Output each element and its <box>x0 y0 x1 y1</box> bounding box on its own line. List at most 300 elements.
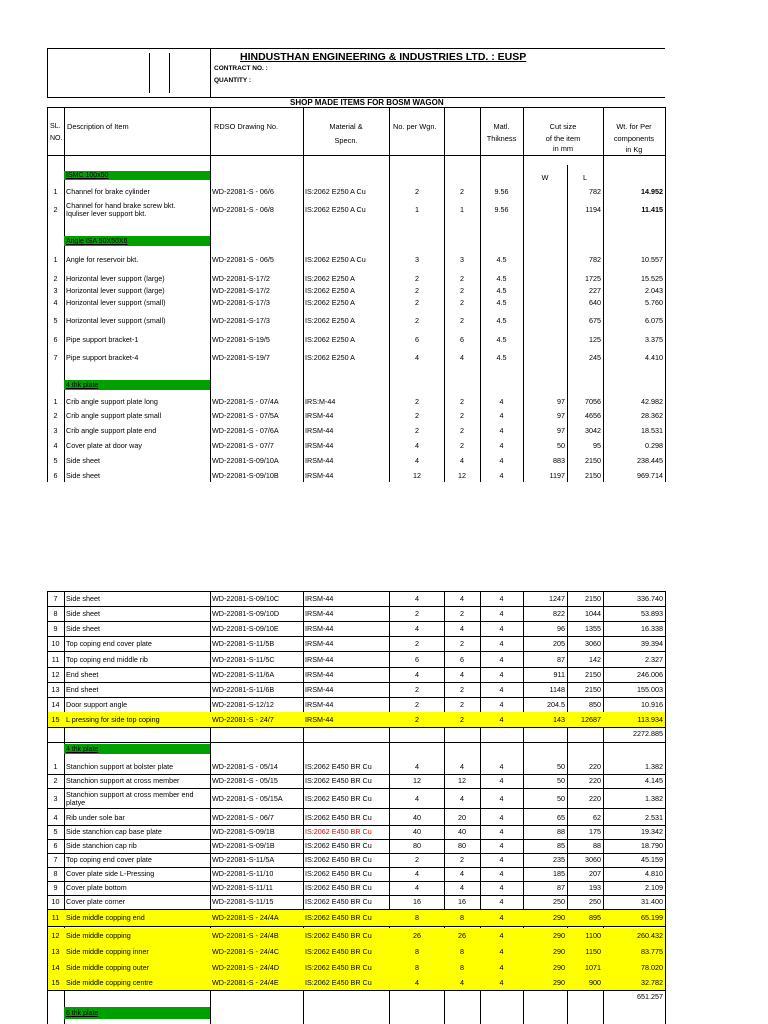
cell-n1: 16 <box>413 898 421 906</box>
cell-l: 62 <box>593 814 601 822</box>
cell-n2: 6 <box>460 655 464 664</box>
col-l: L <box>582 173 588 182</box>
cell-desc: Top coping end middle rib <box>66 655 148 664</box>
cell-w: 204.5 <box>547 700 565 709</box>
cell-n2: 4 <box>460 795 464 803</box>
cell-w: 290 <box>553 963 565 972</box>
cell-wt: 19.342 <box>641 828 663 836</box>
cell-sl: 2 <box>53 412 58 420</box>
cell-w: 290 <box>553 948 565 956</box>
cell-wt: 336.740 <box>637 594 663 603</box>
col-matl-thickness: Matl. <box>493 122 510 131</box>
cell-n1: 2 <box>415 609 419 618</box>
cell-w: 97 <box>557 412 565 420</box>
grid-line <box>47 788 665 789</box>
col-no: NO. <box>50 135 63 142</box>
cell-desc: Side middle copping inner <box>66 948 149 956</box>
cell-rdso: WD-22081-S-11/5C <box>212 655 275 664</box>
grid-line <box>47 926 665 927</box>
cell-t: 4 <box>499 457 504 465</box>
cell-rdso: WD-22081-S - 24/7 <box>212 715 274 724</box>
cell-n2: 6 <box>460 336 464 344</box>
cell-w: 290 <box>553 914 565 922</box>
cell-w: 185 <box>553 870 565 878</box>
col-weight: Wt. for Per <box>616 122 652 131</box>
cell-w: 822 <box>553 609 565 618</box>
cell-t: 4 <box>499 763 504 771</box>
cell-w: 1197 <box>549 472 565 480</box>
cell-l: 2150 <box>585 670 601 679</box>
cell-n2: 26 <box>458 932 466 940</box>
cell-wt: 42.982 <box>641 398 663 406</box>
cell-mat: IS:2062 E450 BR Cu <box>305 978 372 987</box>
cell-wt: 18.531 <box>641 427 663 435</box>
cell-w: 883 <box>553 457 565 465</box>
header-rule <box>47 155 665 156</box>
cell-w: 87 <box>557 655 565 664</box>
col-line <box>665 107 666 482</box>
cell-rdso: WD-22081-S - 24/4A <box>212 914 279 922</box>
cell-t: 4.5 <box>496 256 507 264</box>
cell-mat: IRSM-44 <box>305 655 334 664</box>
col-rdso: RDSO Drawing No. <box>214 122 279 131</box>
cell-wt: 6.075 <box>645 317 663 325</box>
col-line <box>210 107 211 482</box>
cell-t: 4 <box>499 898 504 906</box>
cell-sl: 12 <box>51 932 60 940</box>
cell-desc: Side stanchion cap base plate <box>66 828 162 836</box>
cell-w: 97 <box>557 398 565 406</box>
cell-desc: Pipe support bracket-4 <box>66 354 139 362</box>
cell-n1: 4 <box>415 884 419 892</box>
cell-mat: IRSM-44 <box>305 427 334 435</box>
grid-line <box>47 867 665 868</box>
cell-wt: 11.415 <box>641 206 663 214</box>
grid-line <box>47 606 665 607</box>
cell-mat: IS:2062 E450 BR Cu <box>305 963 372 972</box>
cell-n2: 4 <box>460 884 464 892</box>
cell-mat: IS:2062 E450 BR Cu <box>305 828 372 836</box>
cell-wt: 260.432 <box>637 932 663 940</box>
cell-wt: 65.199 <box>641 914 663 922</box>
cell-l: 900 <box>589 978 601 987</box>
cell-n2: 2 <box>460 412 464 420</box>
cell-rdso: WD-22081-S - 24/4D <box>212 963 280 972</box>
cell-t: 4 <box>499 814 504 822</box>
cell-desc: Horizontal lever support (large) <box>66 275 165 283</box>
cell-t: 4 <box>499 914 504 922</box>
cell-desc: Top coping end cover plate <box>66 639 152 648</box>
cell-n1: 4 <box>415 763 419 771</box>
cell-sl: 10 <box>51 639 60 648</box>
cell-desc: Side middle copping <box>66 932 131 940</box>
cell-desc: Stanchion support at cross member end <box>66 791 194 799</box>
cell-n2: 8 <box>460 914 464 922</box>
cell-mat: IS:2062 E450 BR Cu <box>305 932 372 940</box>
cell-wt: 2.043 <box>645 287 663 295</box>
cell-w: 96 <box>557 624 565 633</box>
cell-w: 65 <box>557 814 565 822</box>
grid-line <box>47 774 665 775</box>
cell-sl: 5 <box>53 317 58 325</box>
cell-desc: Side sheet <box>66 472 100 480</box>
cell-w: 88 <box>557 828 565 836</box>
cell-desc: Side middle copping centre <box>66 978 153 987</box>
cell-wt: 4.810 <box>645 870 663 878</box>
cell-sl: 15 <box>51 978 60 987</box>
cell-wt: 14.952 <box>641 188 663 196</box>
cell-sl: 3 <box>53 427 58 435</box>
cell-rdso: WD-22081-S - 07/5A <box>212 412 279 420</box>
cell-desc: Channel for brake cylinder <box>66 188 150 196</box>
cell-w: 290 <box>553 978 565 987</box>
cell-mat: IS:2062 E450 BR Cu <box>305 795 372 803</box>
grid-line <box>47 727 665 728</box>
cell-n2: 4 <box>460 354 464 362</box>
cell-n2: 8 <box>460 963 464 972</box>
cell-n1: 40 <box>413 828 421 836</box>
cell-desc-line2: platye <box>66 799 86 807</box>
cell-t: 9.56 <box>494 188 509 196</box>
cell-n1: 4 <box>415 354 419 362</box>
header-divider <box>210 48 211 98</box>
cell-l: 220 <box>589 795 601 803</box>
cell-n1: 4 <box>415 870 419 878</box>
cell-rdso: WD-22081-S - 24/4E <box>212 978 279 987</box>
cell-desc: Crib angle support plate long <box>66 398 158 406</box>
cell-desc: Side sheet <box>66 609 100 618</box>
cell-l: 3060 <box>585 639 601 648</box>
header-rule <box>47 107 665 108</box>
cell-n2: 12 <box>458 777 466 785</box>
cell-n2: 1 <box>460 206 464 214</box>
cell-mat: IS:2062 E250 A Cu <box>305 188 366 196</box>
cell-n2: 4 <box>460 763 464 771</box>
cell-n1: 4 <box>415 624 419 633</box>
grid-line <box>47 636 665 637</box>
cell-wt: 2.109 <box>645 884 663 892</box>
cell-t: 4 <box>499 624 504 633</box>
quantity-label: QUANTITY : <box>214 77 252 84</box>
cell-n1: 2 <box>415 398 419 406</box>
header-left-border <box>47 48 48 98</box>
cell-n1: 8 <box>415 963 419 972</box>
cell-n2: 4 <box>460 624 464 633</box>
cell-desc: Stanchion support at cross member <box>66 777 180 785</box>
cell-mat: IRSM-44 <box>305 594 334 603</box>
cell-w: 50 <box>557 442 565 450</box>
cell-wt: 32.782 <box>641 978 663 987</box>
cell-desc: Top coping end cover plate <box>66 856 152 864</box>
grid-line <box>47 591 665 592</box>
cell-n1: 2 <box>415 287 419 295</box>
cell-sl: 14 <box>51 963 60 972</box>
cell-sl: 9 <box>53 624 58 633</box>
cell-n1: 2 <box>415 639 419 648</box>
cell-n1: 26 <box>413 932 421 940</box>
cell-rdso: WD-22081-S-11/5B <box>212 639 275 648</box>
cell-wt: 969.714 <box>637 472 663 480</box>
cell-n2: 3 <box>460 256 464 264</box>
cell-desc: Stanchion support at bolster plate <box>66 763 174 771</box>
cell-sl: 10 <box>51 898 60 906</box>
cell-sl: 5 <box>53 828 58 836</box>
cell-n1: 2 <box>415 275 419 283</box>
cell-t: 4 <box>499 715 504 724</box>
cell-t: 4 <box>499 639 504 648</box>
cell-rdso: WD-22081-S - 05/14 <box>212 763 278 771</box>
grid-line <box>47 839 665 840</box>
cell-rdso: WD-22081-S - 07/4A <box>212 398 279 406</box>
header-divider <box>169 53 170 93</box>
cell-mat: IRSM-44 <box>305 442 334 450</box>
cell-desc: Crib angle support plate end <box>66 427 157 435</box>
cell-n2: 2 <box>460 856 464 864</box>
cell-n2: 2 <box>460 299 464 307</box>
cell-mat: IRSM-44 <box>305 472 334 480</box>
cell-l: 88 <box>593 842 601 850</box>
cell-w: 290 <box>553 932 565 940</box>
cell-l: 1194 <box>585 206 601 214</box>
cell-t: 4.5 <box>496 336 507 344</box>
cell-l: 640 <box>589 299 601 307</box>
cell-wt: 155.003 <box>637 685 663 694</box>
cell-n2: 80 <box>458 842 466 850</box>
cell-sl: 13 <box>51 948 60 956</box>
cell-mat: IS:2062 E450 BR Cu <box>305 914 372 922</box>
cell-t: 4 <box>499 978 504 987</box>
cell-rdso: WD-22081-S - 05/15 <box>212 777 278 785</box>
cell-l: 782 <box>589 188 601 196</box>
cell-l: 2150 <box>585 594 601 603</box>
cell-t: 4 <box>499 795 504 803</box>
section-title: 4 thk plate <box>66 382 99 389</box>
cell-n2: 2 <box>460 700 464 709</box>
cell-w: 235 <box>553 856 565 864</box>
cell-l: 3060 <box>585 856 601 864</box>
cell-l: 2150 <box>585 472 601 480</box>
cell-n2: 2 <box>460 398 464 406</box>
section-title: Angle ISA 50X50X6 <box>66 238 128 245</box>
cell-w: 205 <box>553 639 565 648</box>
cell-n2: 4 <box>460 978 464 987</box>
cell-mat: IS:2062 E450 BR Cu <box>305 814 372 822</box>
cell-desc: Rib under sole bar <box>66 814 125 822</box>
company-title: HINDUSTHAN ENGINEERING & INDUSTRIES LTD. : EUSP <box>240 51 527 63</box>
cell-w: 87 <box>557 884 565 892</box>
cell-w: 50 <box>557 777 565 785</box>
cell-n1: 2 <box>415 700 419 709</box>
cell-mat: IRSM-44 <box>305 700 334 709</box>
cell-rdso: WD-22081-S-11/6B <box>212 685 275 694</box>
cell-sl: 15 <box>51 715 60 724</box>
cell-n1: 2 <box>415 856 419 864</box>
cell-n2: 2 <box>460 442 464 450</box>
cell-rdso: WD-22081-S-17/2 <box>212 287 270 295</box>
col-cut-size-3: in mm <box>552 144 574 153</box>
cell-desc: End sheet <box>66 685 99 694</box>
cell-n1: 80 <box>413 842 421 850</box>
cell-l: 1044 <box>585 609 601 618</box>
cell-rdso: WD-22081-S - 06/8 <box>212 206 274 214</box>
cell-mat: IS:2062 E450 BR Cu <box>305 870 372 878</box>
cell-rdso: WD-22081-S-09/10B <box>212 472 279 480</box>
grid-line <box>47 825 665 826</box>
cell-t: 4 <box>499 609 504 618</box>
cell-n2: 8 <box>460 948 464 956</box>
cell-wt: 0.298 <box>645 442 663 450</box>
cell-rdso: WD-22081-S-09/10A <box>212 457 279 465</box>
cell-l: 220 <box>589 777 601 785</box>
cell-wt: 18.790 <box>641 842 663 850</box>
cell-n1: 2 <box>415 188 419 196</box>
cell-rdso: WD-22081-S-11/11 <box>212 884 273 892</box>
cell-t: 4 <box>499 884 504 892</box>
cell-sl: 2 <box>53 777 58 785</box>
cell-n1: 6 <box>415 336 419 344</box>
cell-wt: 16.338 <box>641 624 663 633</box>
cell-mat: IS:2062 E250 A Cu <box>305 256 366 264</box>
cell-n1: 4 <box>415 457 419 465</box>
cell-l: 142 <box>589 655 601 664</box>
grid-line <box>47 742 665 743</box>
col-cut-size-2: of the item <box>545 134 581 143</box>
subtotal-weight-2: 651.257 <box>637 993 663 1001</box>
cell-rdso: WD-22081-S-11/15 <box>212 898 274 906</box>
cell-desc: Side sheet <box>66 624 100 633</box>
cell-n2: 4 <box>460 670 464 679</box>
cell-l: 1725 <box>585 275 601 283</box>
cell-n1: 2 <box>415 715 419 724</box>
cell-desc: Pipe support bracket-1 <box>66 336 139 344</box>
col-matl-thickness-2: Thikness <box>486 134 517 143</box>
cell-n2: 2 <box>460 287 464 295</box>
cell-rdso: WD-22081-S-12/12 <box>212 700 274 709</box>
cell-w: 1148 <box>549 685 565 694</box>
cell-sl: 13 <box>51 685 60 694</box>
cell-sl: 7 <box>53 856 58 864</box>
cell-sl: 3 <box>53 795 58 803</box>
cell-rdso: WD-22081-S-17/3 <box>212 317 270 325</box>
cell-sl: 5 <box>53 457 58 465</box>
cell-desc: Horizontal lever support (small) <box>66 299 166 307</box>
cell-n1: 4 <box>415 978 419 987</box>
cell-sl: 4 <box>53 299 58 307</box>
cell-sl: 2 <box>53 275 58 283</box>
cell-desc: Cover plate at door way <box>66 442 142 450</box>
cell-rdso: WD-22081-S-09/1B <box>212 842 275 850</box>
contract-label: CONTRACT NO. : <box>214 65 268 72</box>
cell-desc: Door support angle <box>66 700 128 709</box>
cell-desc: End sheet <box>66 670 99 679</box>
cell-l: 1150 <box>585 948 601 956</box>
cell-sl: 9 <box>53 884 58 892</box>
cell-wt: 28.362 <box>641 412 663 420</box>
cell-n1: 8 <box>415 914 419 922</box>
cell-l: 175 <box>589 828 601 836</box>
cell-n1: 40 <box>413 814 421 822</box>
cell-mat: IRSM-44 <box>305 639 334 648</box>
cell-wt: 10.916 <box>641 700 663 709</box>
cell-l: 207 <box>589 870 601 878</box>
cell-desc: Cover plate corner <box>66 898 126 906</box>
cell-wt: 113.934 <box>637 715 663 724</box>
cell-n1: 2 <box>415 427 419 435</box>
cell-desc: Horizontal lever support (small) <box>66 317 166 325</box>
cell-l: 125 <box>589 336 601 344</box>
cell-l: 4656 <box>585 412 601 420</box>
cell-sl: 8 <box>53 870 58 878</box>
cell-sl: 7 <box>53 594 58 603</box>
cell-t: 9.56 <box>494 206 509 214</box>
cell-sl: 1 <box>53 398 58 406</box>
cell-l: 782 <box>589 256 601 264</box>
cell-wt: 31.400 <box>641 898 663 906</box>
cell-desc: Side sheet <box>66 594 100 603</box>
cell-t: 4 <box>499 685 504 694</box>
section-title: 6 thk plate <box>66 1010 99 1017</box>
cell-rdso: WD-22081-S-09/10E <box>212 624 279 633</box>
grid-line <box>47 853 665 854</box>
cell-t: 4.5 <box>496 275 507 283</box>
cell-mat: IS:2062 E450 BR Cu <box>305 898 372 906</box>
cell-n1: 1 <box>415 206 419 214</box>
cell-w: 143 <box>553 715 565 724</box>
cell-mat: IRSM-44 <box>305 412 334 420</box>
cell-mat: IRSM-44 <box>305 457 334 465</box>
col-line <box>389 107 390 482</box>
cell-sl: 6 <box>53 472 58 480</box>
cell-sl: 6 <box>53 842 58 850</box>
cell-sl: 1 <box>53 188 58 196</box>
cell-w: 1247 <box>549 594 565 603</box>
section-title: 4 thk plate <box>66 746 99 753</box>
cell-l: 895 <box>589 914 601 922</box>
cell-sl: 4 <box>53 814 58 822</box>
cell-desc: Side sheet <box>66 457 100 465</box>
grid-line <box>47 990 665 991</box>
cell-wt: 53.893 <box>641 609 663 618</box>
cell-wt: 4.410 <box>645 354 663 362</box>
cell-mat: IS:2062 E250 A <box>305 354 355 362</box>
cell-rdso: WD-22081-S - 24/4C <box>212 948 280 956</box>
cell-wt: 3.375 <box>645 336 663 344</box>
col-line <box>64 107 65 482</box>
cell-l: 1100 <box>585 932 601 940</box>
cell-n2: 2 <box>460 317 464 325</box>
cell-n2: 2 <box>460 715 464 724</box>
cell-l: 193 <box>589 884 601 892</box>
cell-n2: 4 <box>460 594 464 603</box>
cell-t: 4 <box>499 842 504 850</box>
cell-n1: 4 <box>415 795 419 803</box>
grid-line <box>47 895 665 896</box>
cell-n1: 4 <box>415 442 419 450</box>
cell-n1: 3 <box>415 256 419 264</box>
cell-n1: 8 <box>415 948 419 956</box>
cell-mat: IS:2062 E450 BR Cu <box>305 777 372 785</box>
col-line <box>303 107 304 482</box>
cell-rdso: WD-22081-S-11/10 <box>212 870 274 878</box>
cell-n1: 2 <box>415 412 419 420</box>
cell-desc: Horizontal lever support (large) <box>66 287 165 295</box>
subtotal-weight-1: 2272.885 <box>633 730 663 738</box>
cell-sl: 8 <box>53 609 58 618</box>
cell-desc: Angle for reservoir bkt. <box>66 256 139 264</box>
cell-l: 95 <box>593 442 601 450</box>
cell-mat: IRSM-44 <box>305 670 334 679</box>
cell-n1: 4 <box>415 670 419 679</box>
